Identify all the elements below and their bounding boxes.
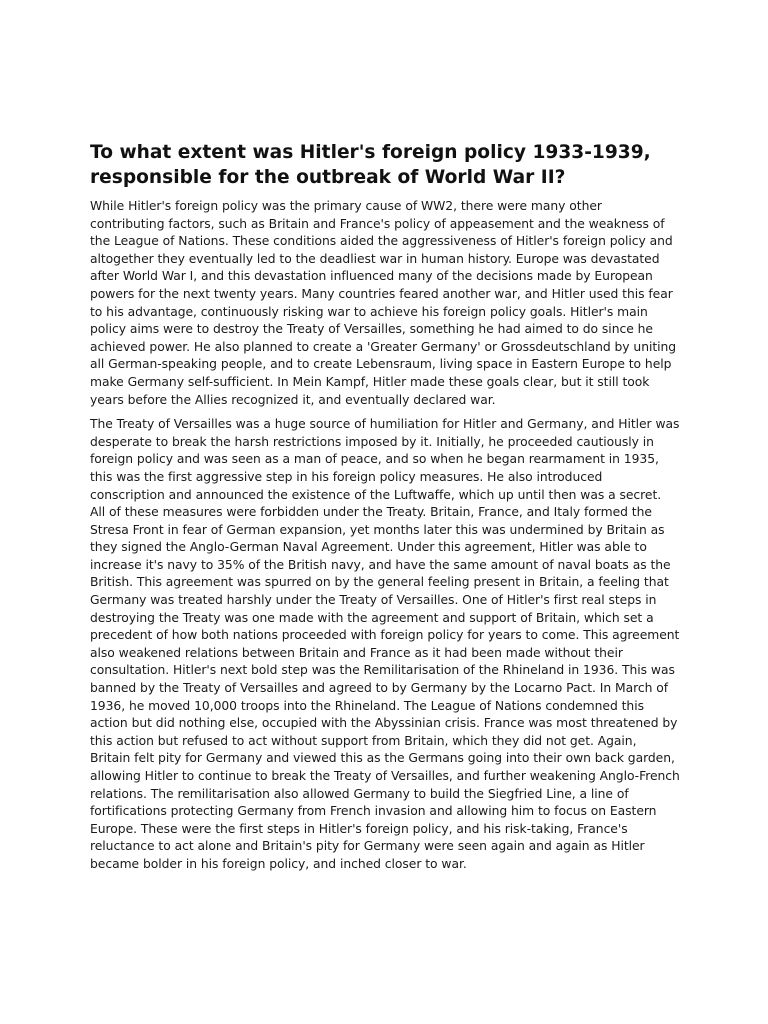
- document-page: [90, 140, 680, 881]
- paragraph-1: While Hitler's foreign policy was the primary cause of WW2, there were many other contributing factors, such as Britain and France's policy of appeasement and the weakness of the League of Nations. These conditions aided the aggressiveness of Hitler's foreign policy and altogether they eventually led to the deadliest war in human history. Europe was devastated after World War I, and this devastation influenced many of the decisions made by European powers for the next twenty years. Many countries feared another war, and Hitler used this fear to his advantage, continuously risking war to achieve his foreign policy goals. Hitler's main policy aims were to destroy the Treaty of Versailles, something he had aimed to do since he achieved power. He also planned to create a 'Greater Germany' or Grossdeutschland by uniting all German-speaking people, and to create Lebensraum, living space in Eastern Europe to help make Germany self-sufficient. In Mein Kampf, Hitler made these goals clear, but it still took years before the Allies recognized it, and eventually declared war.: [90, 199, 677, 407]
- paragraph-2: The Treaty of Versailles was a huge source of humiliation for Hitler and Germany, and Hitler was desperate to break the harsh restrictions imposed by it. Initially, he proceeded cautiously in foreign policy and was seen as a man of peace, and so when he began rearmament in 1935, this was the first aggressive step in his foreign policy measures. He also introduced conscription and announced the existence of the Luftwaffe, which up until then was a secret. All of these measures were forbidden under the Treaty. Britain, France, and Italy formed the Stresa Front in fear of German expansion, yet months later this was undermined by Britain as they signed the Anglo-German Naval Agreement. Under this agreement, Hitler was able to increase it's navy to 35% of the British navy, and have the same amount of naval boats as the British. This agreement was spurred on by the general feeling present in Britain, a feeling that Germany was treated harshly under the Treaty of Versailles. One of Hitler's first real steps in destroying the Treaty was one made with the agreement and support of Britain, which set a precedent of how both nations proceeded with foreign policy for years to come. This agreement also weakened relations between Britain and France as it had been made without their consultation. Hitler's next bold step was the Remilitarisation of the Rhineland in 1936. This was banned by the Treaty of Versailles and agreed to by Germany by the Locarno Pact. In March of 1936, he moved 10,000 troops into the Rhineland. The League of Nations condemned this action but did nothing else, occupied with the Abyssinian crisis. France was most threatened by this action but refused to act without support from Britain, which they did not get. Again, Britain felt pity for Germany and viewed this as the Germans going into their own back garden, allowing Hitler to continue to break the Treaty of Versailles, and further weakening Anglo-French relations. The remilitarisation also allowed Germany to build the Siegfried Line, a line of fortifications protecting Germany from French invasion and allowing him to focus on Eastern Europe. These were the first steps in Hitler's foreign policy, and his risk-taking, France's reluctance to act alone and Britain's pity for Germany were seen again and again as Hitler became bolder in his foreign policy, and inched closer to war.: [90, 417, 680, 871]
- document-title: To what extent was Hitler's foreign policy 1933-1939, responsible for the outbreak of World War II?: [90, 142, 651, 188]
